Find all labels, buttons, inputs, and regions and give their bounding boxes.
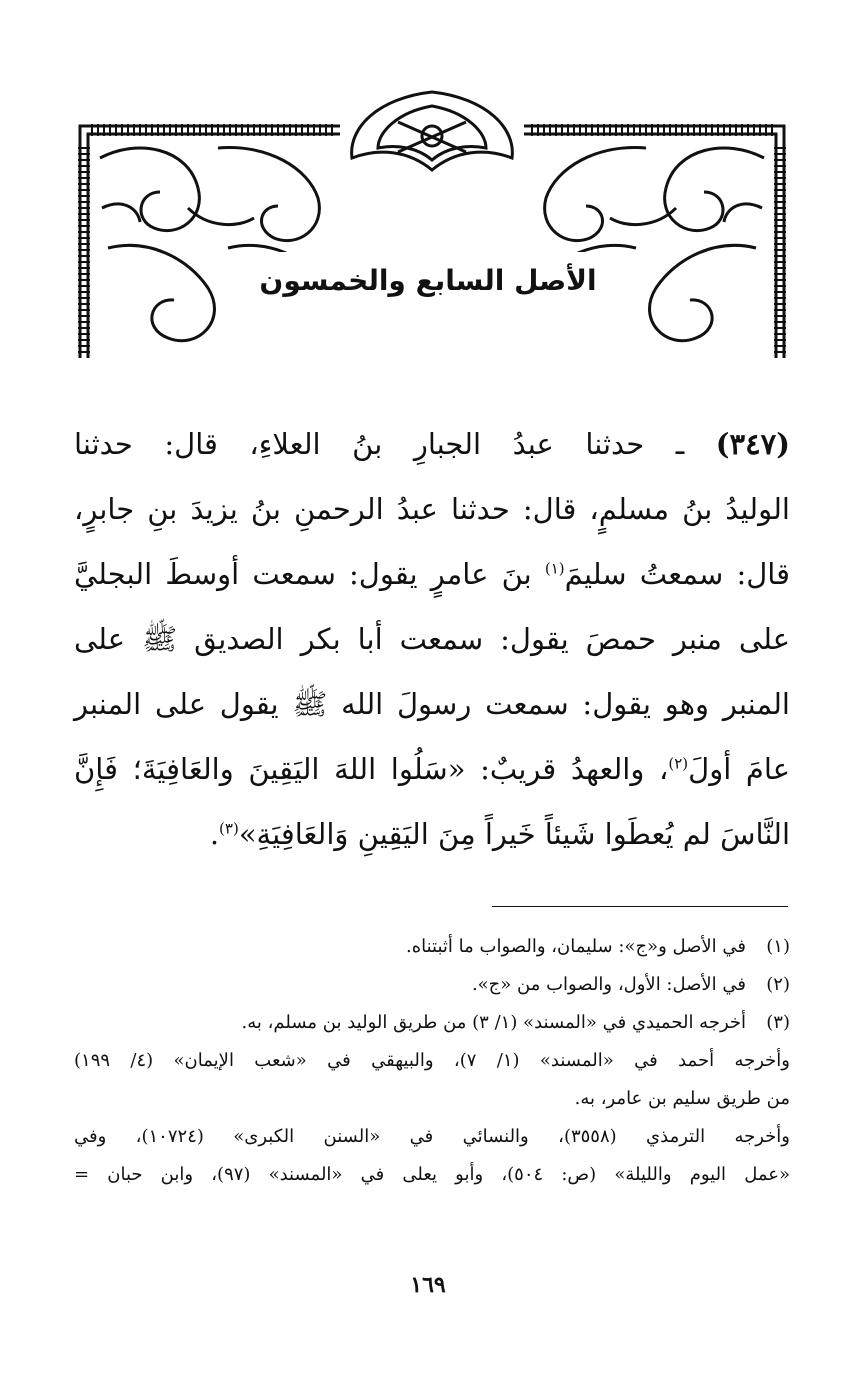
footnote-text: في الأصل: الأول، والصواب من «ج». — [471, 974, 746, 995]
footnote-ref[interactable]: (١) — [544, 559, 565, 578]
text-line: عامَ أولَ$^{(٢)}$، والعهدُ قريبٌ: «سَلُوا اللهَ اليَقِينَ والعَافِيَةَ؛ فَإِنَّ — [74, 752, 790, 786]
footnote-ref[interactable]: (٣) — [219, 819, 239, 838]
footnote-line: من طريق سليم بن عامر، به. — [574, 1088, 790, 1109]
text-line: المنبر وهو يقول: سمعت رسولَ الله ﷺ يقول على المنبر — [74, 687, 790, 721]
footnote-number: (١) — [766, 936, 790, 957]
footnote-number: (٢) — [766, 974, 790, 995]
footnotes — [74, 928, 790, 1194]
footnote-line: «عمل اليوم والليلة» (ص: ٥٠٤)، وأبو يعلى في «المسند» (٩٧)، وابن حبان = — [74, 1164, 791, 1185]
chapter-ornament — [78, 88, 786, 360]
footnote-continuation — [74, 1042, 790, 1194]
footnote-number: (٣) — [766, 1012, 790, 1033]
hadith-number: (٣٤٧) — [715, 427, 790, 461]
text-line: (٣٤٧) ـ حدثنا عبدُ الجبارِ بنُ العلاءِ، قال: حدثنا — [74, 427, 790, 461]
footnote — [74, 1004, 790, 1042]
footnote-ref[interactable]: (٢) — [668, 754, 689, 773]
chapter-title: الأصل السابع والخمسون — [250, 252, 606, 308]
hadith-text — [74, 412, 790, 867]
page-number: ١٦٩ — [410, 1272, 446, 1298]
text-line: النَّاسَ لم يُعطَوا شَيئاً خَيراً مِنَ اليَقِينِ وَالعَافِيَةِ»$^{(٣)}$. — [209, 817, 790, 851]
footnote — [74, 966, 790, 1004]
footnote-line: وأخرجه الترمذي (٣٥٥٨)، والنسائي في «السنن الكبرى» (١٠٧٢٤)، وفي — [74, 1126, 790, 1147]
footnote-divider — [492, 906, 788, 907]
footnote — [74, 928, 790, 966]
footnote-line: وأخرجه أحمد في «المسند» (١/ ٧)، والبيهقي في «شعب الإيمان» (٤/ ١٩٩) — [74, 1050, 790, 1071]
text-line: على منبر حمصَ يقول: سمعت أبا بكر الصديق ﷺ على — [74, 622, 790, 656]
footnote-line: أخرجه الحميدي في «المسند» (١/ ٣) من طريق الوليد بن مسلم، به. — [241, 1012, 746, 1033]
text-line: قال: سمعتُ سليمَ$^{(١)}$ بنَ عامرٍ يقول: سمعت أوسطَ البجليَّ — [74, 557, 790, 591]
text-line: الوليدُ بنُ مسلمٍ، قال: حدثنا عبدُ الرحمنِ بنُ يزيدَ بنِ جابرٍ، — [74, 492, 790, 526]
footnote-body — [74, 1004, 746, 1042]
footnote-text: في الأصل و«ج»: سليمان، والصواب ما أثبتناه. — [405, 936, 746, 957]
